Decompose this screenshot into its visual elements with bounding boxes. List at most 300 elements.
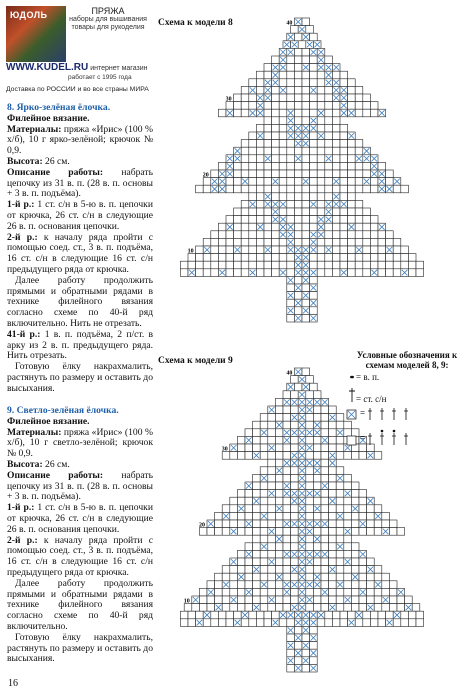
grid-cell	[287, 649, 295, 657]
grid-cell	[279, 147, 287, 155]
grid-cell	[237, 497, 245, 505]
empty-cell-icon	[347, 436, 356, 445]
grid-cell	[256, 124, 264, 132]
grid-cell	[287, 56, 295, 64]
grid-cell	[351, 482, 359, 490]
grid-cell	[367, 444, 375, 452]
grid-cell	[370, 246, 378, 254]
grid-cell	[275, 543, 283, 551]
grid-cell	[294, 642, 302, 650]
grid-cell	[332, 124, 340, 132]
grid-cell	[272, 86, 280, 94]
grid-cell	[268, 604, 276, 612]
materials-label: Материалы:	[7, 426, 62, 438]
grid-cell	[310, 33, 318, 41]
grid-cell	[237, 604, 245, 612]
grid-cell	[287, 86, 295, 94]
grid-cell	[389, 596, 397, 604]
grid-cell	[336, 604, 344, 612]
grid-cell	[386, 231, 394, 239]
grid-cell	[287, 102, 295, 110]
grid-cell	[215, 512, 223, 520]
grid-cell	[291, 474, 299, 482]
grid-cell	[344, 535, 352, 543]
grid-cell	[294, 64, 302, 72]
grid-cell	[370, 611, 378, 619]
grid-cell	[340, 223, 348, 231]
grid-cell	[226, 238, 234, 246]
grid-cell	[336, 535, 344, 543]
grid-cell	[313, 482, 321, 490]
stitch-row-icon	[404, 408, 408, 420]
row41-text: 1 в. п. подъёма, 2 п/ст. в арку из 2 в. п. предыдущего ряда. Нить отрезать.	[7, 328, 153, 362]
grid-cell	[253, 429, 261, 437]
grid-cell	[294, 109, 302, 117]
grid-cell	[321, 535, 329, 543]
grid-cell	[344, 421, 352, 429]
grid-cell	[264, 132, 272, 140]
grid-cell	[253, 520, 261, 528]
grid-cell	[310, 71, 318, 79]
grid-cell	[249, 185, 257, 193]
grid-cell	[348, 193, 356, 201]
grid-cell	[264, 619, 272, 627]
grid-cell	[310, 79, 318, 87]
grid-cell	[245, 452, 253, 460]
grid-cell	[275, 604, 283, 612]
grid-cell	[241, 86, 249, 94]
grid-cell	[264, 185, 272, 193]
grid-cell	[268, 421, 276, 429]
grid-cell	[226, 611, 234, 619]
grid-cell	[275, 588, 283, 596]
grid-cell	[283, 528, 291, 536]
grid-cell	[268, 588, 276, 596]
grid-cell	[348, 86, 356, 94]
grid-cell	[279, 94, 287, 102]
grid-cell	[340, 124, 348, 132]
grid-cell	[340, 619, 348, 627]
grid-cell	[249, 246, 257, 254]
grid-cell	[264, 102, 272, 110]
grid-cell	[256, 147, 264, 155]
height-text: 26 см.	[45, 155, 70, 167]
grid-cell	[215, 528, 223, 536]
grid-cell	[226, 269, 234, 277]
grid-cell	[355, 216, 363, 224]
grid-cell	[310, 64, 318, 72]
grid-cell	[344, 520, 352, 528]
grid-cell	[378, 238, 386, 246]
grid-cell	[363, 254, 371, 262]
grid-cell	[291, 482, 299, 490]
grid-cell	[351, 581, 359, 589]
grid-cell	[321, 558, 329, 566]
chain-dot-icon	[381, 430, 384, 433]
grid-cell	[310, 170, 318, 178]
grid-cell	[279, 79, 287, 87]
grid-cell	[226, 246, 234, 254]
grid-cell	[241, 619, 249, 627]
grid-cell	[230, 588, 238, 596]
grid-cell	[253, 558, 261, 566]
grid-cell	[283, 558, 291, 566]
grid-cell	[287, 254, 295, 262]
grid-cell	[355, 140, 363, 148]
grid-cell	[222, 588, 230, 596]
grid-cell	[367, 558, 375, 566]
grid-cell	[310, 383, 318, 391]
grid-cell	[260, 497, 268, 505]
grid-cell	[237, 528, 245, 536]
ad-url-text[interactable]: WWW.KUDEL.RU	[6, 62, 89, 73]
grid-cell	[340, 254, 348, 262]
grid-cell	[264, 238, 272, 246]
grid-cell	[313, 566, 321, 574]
grid-cell	[313, 543, 321, 551]
grid-cell	[306, 573, 314, 581]
grid-cell	[264, 117, 272, 125]
grid-cell	[317, 140, 325, 148]
grid-cell	[325, 254, 333, 262]
grid-cell	[245, 490, 253, 498]
grid-cell	[321, 604, 329, 612]
grid-cell	[253, 474, 261, 482]
grid-cell	[306, 391, 314, 399]
grid-cell	[317, 147, 325, 155]
grid-cell	[249, 223, 257, 231]
grid-cell	[294, 178, 302, 186]
grid-cell	[283, 566, 291, 574]
grid-cell	[355, 238, 363, 246]
grid-cell	[363, 170, 371, 178]
grid-cell	[306, 474, 314, 482]
grid-cell	[332, 216, 340, 224]
grid-cell	[317, 162, 325, 170]
grid-cell	[359, 452, 367, 460]
grid-cell	[317, 155, 325, 163]
grid-cell	[355, 254, 363, 262]
grid-cell	[283, 543, 291, 551]
grid-cell	[310, 626, 318, 634]
grid-cell	[344, 543, 352, 551]
grid-cell	[321, 596, 329, 604]
grid-cell	[344, 588, 352, 596]
grid-cell	[336, 490, 344, 498]
grid-cell	[348, 269, 356, 277]
grid-cell	[287, 200, 295, 208]
grid-cell	[355, 147, 363, 155]
grid-cell	[313, 528, 321, 536]
grid-cell	[283, 505, 291, 513]
stitch-row-icon	[380, 433, 384, 445]
grid-cell	[294, 56, 302, 64]
grid-cell	[287, 284, 295, 292]
grid-cell	[310, 292, 318, 300]
grid-cell	[374, 528, 382, 536]
grid-cell	[355, 185, 363, 193]
grid-cell	[264, 109, 272, 117]
grid-cell	[416, 269, 424, 277]
grid-cell	[340, 132, 348, 140]
grid-cell	[310, 178, 318, 186]
grid-cell	[222, 604, 230, 612]
grid-cell	[340, 611, 348, 619]
grid-cell	[313, 474, 321, 482]
grid-cell	[302, 71, 310, 79]
grid-cell	[249, 193, 257, 201]
grid-cell	[253, 490, 261, 498]
grid-cell	[332, 611, 340, 619]
grid-cell	[302, 185, 310, 193]
chart-8-grid	[180, 18, 423, 322]
grid-cell	[348, 254, 356, 262]
grid-cell	[226, 254, 234, 262]
grid-cell	[310, 216, 318, 224]
grid-cell	[321, 573, 329, 581]
grid-cell	[264, 216, 272, 224]
grid-cell	[272, 155, 280, 163]
grid-cell	[321, 474, 329, 482]
height-label: Высота:	[7, 458, 43, 470]
grid-cell	[272, 124, 280, 132]
grid-cell	[302, 193, 310, 201]
grid-cell	[268, 429, 276, 437]
grid-cell	[416, 611, 424, 619]
grid-cell	[329, 588, 337, 596]
grid-cell	[275, 406, 283, 414]
grid-cell	[272, 246, 280, 254]
grid-cell	[268, 566, 276, 574]
grid-cell	[310, 223, 318, 231]
grid-cell	[310, 254, 318, 262]
grid-cell	[310, 109, 318, 117]
grid-cell	[283, 421, 291, 429]
grid-cell	[340, 216, 348, 224]
grid-cell	[279, 117, 287, 125]
grid-cell	[180, 611, 188, 619]
grid-cell	[348, 94, 356, 102]
grid-cell	[253, 482, 261, 490]
grid-cell	[317, 208, 325, 216]
grid-cell	[336, 467, 344, 475]
grid-cell	[230, 505, 238, 513]
grid-cell	[313, 452, 321, 460]
grid-cell	[313, 588, 321, 596]
grid-cell	[279, 109, 287, 117]
grid-cell	[275, 474, 283, 482]
grid-cell	[234, 162, 242, 170]
stitch-row-icon	[368, 408, 372, 420]
grid-cell	[249, 94, 257, 102]
grid-cell	[272, 254, 280, 262]
grid-cell	[401, 611, 409, 619]
grid-cell	[408, 269, 416, 277]
grid-cell	[245, 596, 253, 604]
page-number: 16	[8, 678, 18, 689]
grid-cell	[192, 604, 200, 612]
grid-cell	[340, 79, 348, 87]
grid-cell	[253, 550, 261, 558]
chart-8-title: Схема к модели 8	[158, 18, 233, 28]
grid-cell	[279, 132, 287, 140]
grid-cell	[291, 505, 299, 513]
grid-cell	[275, 398, 283, 406]
grid-cell	[325, 269, 333, 277]
grid-cell	[340, 178, 348, 186]
grid-cell	[256, 178, 264, 186]
grid-cell	[294, 94, 302, 102]
grid-cell	[321, 429, 329, 437]
grid-cell	[298, 41, 306, 49]
row-number-label: 10	[187, 248, 194, 255]
grid-cell	[291, 421, 299, 429]
grid-cell	[264, 223, 272, 231]
grid-cell	[283, 512, 291, 520]
grid-cell	[211, 611, 219, 619]
grid-cell	[306, 535, 314, 543]
grid-cell	[332, 619, 340, 627]
grid-cell	[264, 64, 272, 72]
grid-cell	[378, 254, 386, 262]
ad-line3: товары для рукоделия	[71, 24, 145, 31]
grid-cell	[302, 117, 310, 125]
grid-cell	[196, 611, 204, 619]
grid-cell	[340, 170, 348, 178]
grid-cell	[332, 254, 340, 262]
grid-cell	[245, 512, 253, 520]
grid-cell	[256, 140, 264, 148]
grid-cell	[313, 406, 321, 414]
grid-cell	[363, 223, 371, 231]
grid-cell	[332, 117, 340, 125]
grid-cell	[321, 444, 329, 452]
grid-cell	[386, 261, 394, 269]
legend-dc-text: = ст. с/н	[356, 394, 387, 404]
grid-cell	[272, 147, 280, 155]
grid-cell	[408, 261, 416, 269]
grid-cell	[207, 581, 215, 589]
grid-cell	[272, 238, 280, 246]
row2-text: к началу ряда пройти с помощью соед. ст., 3 в. п. подъёма, 16 ст. с/н в следующие 16 ст. с/н предыдущего ряда от крючка.	[7, 231, 153, 275]
grid-cell	[249, 155, 257, 163]
grid-cell	[279, 124, 287, 132]
grid-cell	[336, 421, 344, 429]
grid-cell	[310, 155, 318, 163]
grid-cell	[287, 299, 295, 307]
grid-cell	[260, 566, 268, 574]
grid-cell	[256, 269, 264, 277]
grid-cell	[287, 162, 295, 170]
article-8-title: 8. Ярко-зелёная ёлочка.	[7, 102, 111, 113]
grid-cell	[329, 436, 337, 444]
grid-cell	[351, 512, 359, 520]
grid-cell	[291, 573, 299, 581]
grid-cell	[256, 208, 264, 216]
grid-cell	[207, 528, 215, 536]
grid-cell	[294, 238, 302, 246]
grid-cell	[317, 619, 325, 627]
desc-label: Описание работы:	[7, 166, 104, 178]
grid-cell	[294, 48, 302, 56]
grid-cell	[294, 307, 302, 315]
grid-cell	[241, 155, 249, 163]
grid-cell	[291, 528, 299, 536]
grid-cell	[237, 588, 245, 596]
chain-dot-icon	[393, 430, 396, 433]
grid-cell	[374, 573, 382, 581]
grid-cell	[340, 246, 348, 254]
grid-cell	[245, 573, 253, 581]
grid-cell	[344, 604, 352, 612]
grid-cell	[264, 178, 272, 186]
grid-cell	[310, 193, 318, 201]
grid-cell	[241, 140, 249, 148]
grid-cell	[268, 474, 276, 482]
row2-label: 2-й р.:	[7, 534, 38, 546]
stitch-row-icon	[380, 408, 384, 420]
grid-cell	[363, 619, 371, 627]
grid-cell	[241, 246, 249, 254]
grid-cell	[401, 261, 409, 269]
stitch-row-icon	[392, 433, 396, 445]
grid-cell	[321, 406, 329, 414]
grid-cell	[363, 185, 371, 193]
grid-cell	[302, 18, 310, 26]
grid-cell	[253, 588, 261, 596]
grid-cell	[241, 223, 249, 231]
grid-cell	[336, 566, 344, 574]
grid-cell	[355, 223, 363, 231]
grid-cell	[306, 505, 314, 513]
grid-cell	[317, 124, 325, 132]
grid-cell	[275, 444, 283, 452]
grid-cell	[203, 261, 211, 269]
grid-cell	[302, 208, 310, 216]
grid-cell	[416, 261, 424, 269]
grid-cell	[234, 94, 242, 102]
article-8-technique: Филейное вязание.	[7, 112, 90, 124]
grid-cell	[294, 208, 302, 216]
grid-cell	[279, 193, 287, 201]
grid-cell	[287, 664, 295, 672]
grid-cell	[389, 520, 397, 528]
grid-cell	[249, 79, 257, 87]
grid-cell	[355, 170, 363, 178]
grid-cell	[340, 155, 348, 163]
grid-cell	[344, 566, 352, 574]
grid-cell	[234, 102, 242, 110]
grid-cell	[211, 269, 219, 277]
grid-cell	[302, 284, 310, 292]
grid-cell	[245, 558, 253, 566]
grid-cell	[344, 573, 352, 581]
grid-cell	[283, 604, 291, 612]
grid-cell	[268, 505, 276, 513]
desc-text: набрать цепочку из 31 в. п. (28 в. п. основы + 3 в. п. подъёма).	[7, 469, 153, 503]
row-number-label: 30	[225, 96, 232, 103]
grid-cell	[218, 231, 226, 239]
grid-cell	[203, 254, 211, 262]
grid-cell	[283, 497, 291, 505]
grid-cell	[256, 170, 264, 178]
grid-cell	[378, 611, 386, 619]
grid-cell	[332, 223, 340, 231]
grid-cell	[359, 444, 367, 452]
grid-cell	[264, 231, 272, 239]
grid-cell	[249, 619, 257, 627]
grid-cell	[401, 246, 409, 254]
